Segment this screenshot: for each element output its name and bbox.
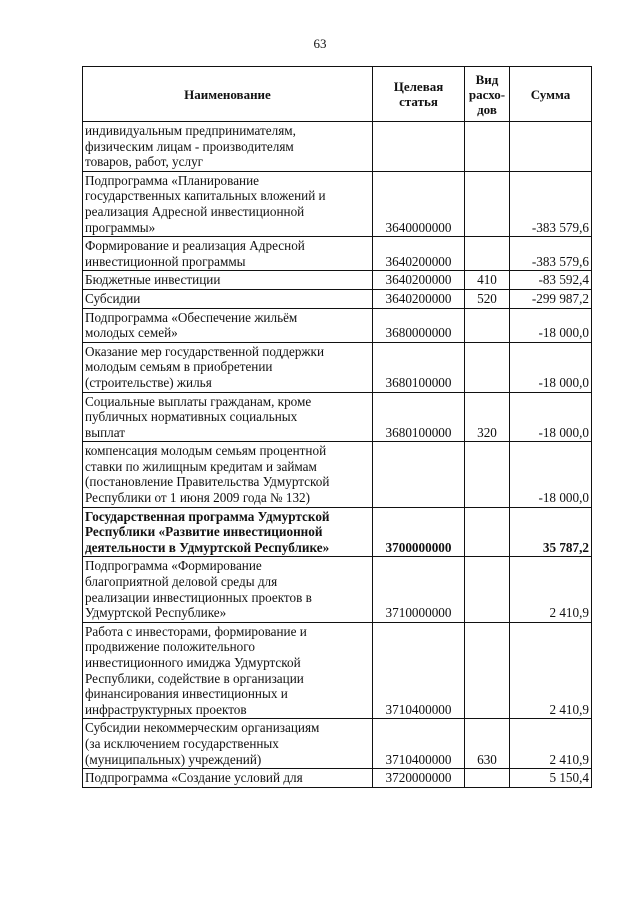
cell-name: Бюджетные инвестиции [83,271,373,290]
header-amount: Сумма [510,67,592,122]
cell-name: Подпрограмма «Создание условий для [83,769,373,788]
table-row [83,507,592,557]
cell-expense-kind [465,557,510,622]
table-row [83,769,592,788]
cell-amount: -83 592,4 [510,271,592,290]
cell-amount: -383 579,6 [510,237,592,271]
cell-expense-kind: 320 [465,392,510,442]
cell-target-article [373,122,465,172]
cell-amount: -18 000,0 [510,308,592,342]
cell-name: Государственная программа Удмуртской Республики «Развитие инвестиционной деятельности в Удмуртской Республике» [83,507,373,557]
cell-amount: -383 579,6 [510,171,592,236]
cell-name: Подпрограмма «Формирование благоприятной деловой среды для реализации инвестиционных проектов в Удмуртской Республике» [83,557,373,622]
cell-target-article: 3710400000 [373,719,465,769]
cell-amount: -18 000,0 [510,342,592,392]
cell-name: Подпрограмма «Обеспечение жильём молодых семей» [83,308,373,342]
cell-amount: -18 000,0 [510,442,592,507]
cell-amount: 5 150,4 [510,769,592,788]
cell-target-article: 3680100000 [373,392,465,442]
cell-name: Субсидии [83,289,373,308]
table-row [83,271,592,290]
cell-target-article: 3640200000 [373,271,465,290]
cell-name: индивидуальным предпринимателям, физическим лицам - производителям товаров, работ, услуг [83,122,373,172]
cell-amount: -299 987,2 [510,289,592,308]
cell-expense-kind: 520 [465,289,510,308]
cell-amount: 35 787,2 [510,507,592,557]
cell-expense-kind [465,342,510,392]
table-body [83,122,592,788]
cell-target-article: 3640200000 [373,289,465,308]
table-row [83,122,592,172]
table-row [83,719,592,769]
table-row [83,442,592,507]
cell-amount: -18 000,0 [510,392,592,442]
cell-name: компенсация молодым семьям процентной ставки по жилищным кредитам и займам (постановление Правительства Удмуртской Республики от 1 июня 2009 года № 132) [83,442,373,507]
table-header-row [83,67,592,122]
table-row [83,308,592,342]
cell-expense-kind [465,122,510,172]
cell-name: Подпрограмма «Планирование государственных капитальных вложений и реализация Адресной инвестиционной программы» [83,171,373,236]
budget-table [82,66,592,788]
cell-name: Формирование и реализация Адресной инвестиционной программы [83,237,373,271]
table-row [83,557,592,622]
cell-expense-kind [465,171,510,236]
cell-target-article: 3640000000 [373,171,465,236]
cell-target-article: 3720000000 [373,769,465,788]
header-target-article: Целевая статья [373,67,465,122]
cell-expense-kind [465,769,510,788]
cell-amount: 2 410,9 [510,719,592,769]
cell-target-article: 3700000000 [373,507,465,557]
cell-expense-kind [465,507,510,557]
cell-expense-kind: 630 [465,719,510,769]
cell-target-article: 3710000000 [373,557,465,622]
cell-name: Оказание мер государственной поддержки молодым семьям в приобретении (строительстве) жилья [83,342,373,392]
table-row [83,289,592,308]
header-name: Наименование [83,67,373,122]
cell-expense-kind: 410 [465,271,510,290]
header-expense-kind: Вид расхо- дов [465,67,510,122]
cell-target-article: 3710400000 [373,622,465,719]
cell-expense-kind [465,237,510,271]
cell-amount [510,122,592,172]
cell-expense-kind [465,622,510,719]
cell-target-article [373,442,465,507]
cell-amount: 2 410,9 [510,557,592,622]
cell-expense-kind [465,442,510,507]
table-row [83,237,592,271]
table-row [83,392,592,442]
cell-name: Субсидии некоммерческим организациям (за исключением государственных (муниципальных) учреждений) [83,719,373,769]
cell-expense-kind [465,308,510,342]
cell-name: Работа с инвесторами, формирование и продвижение положительного инвестиционного имиджа Удмуртской Республики, содействие в организации финансирования инвестиционных и инфраструктурных проектов [83,622,373,719]
cell-target-article: 3680100000 [373,342,465,392]
table-row [83,342,592,392]
cell-target-article: 3640200000 [373,237,465,271]
page-number: 63 [313,36,327,51]
cell-amount: 2 410,9 [510,622,592,719]
table-row [83,622,592,719]
cell-name: Социальные выплаты гражданам, кроме публичных нормативных социальных выплат [83,392,373,442]
cell-target-article: 3680000000 [373,308,465,342]
table-row [83,171,592,236]
